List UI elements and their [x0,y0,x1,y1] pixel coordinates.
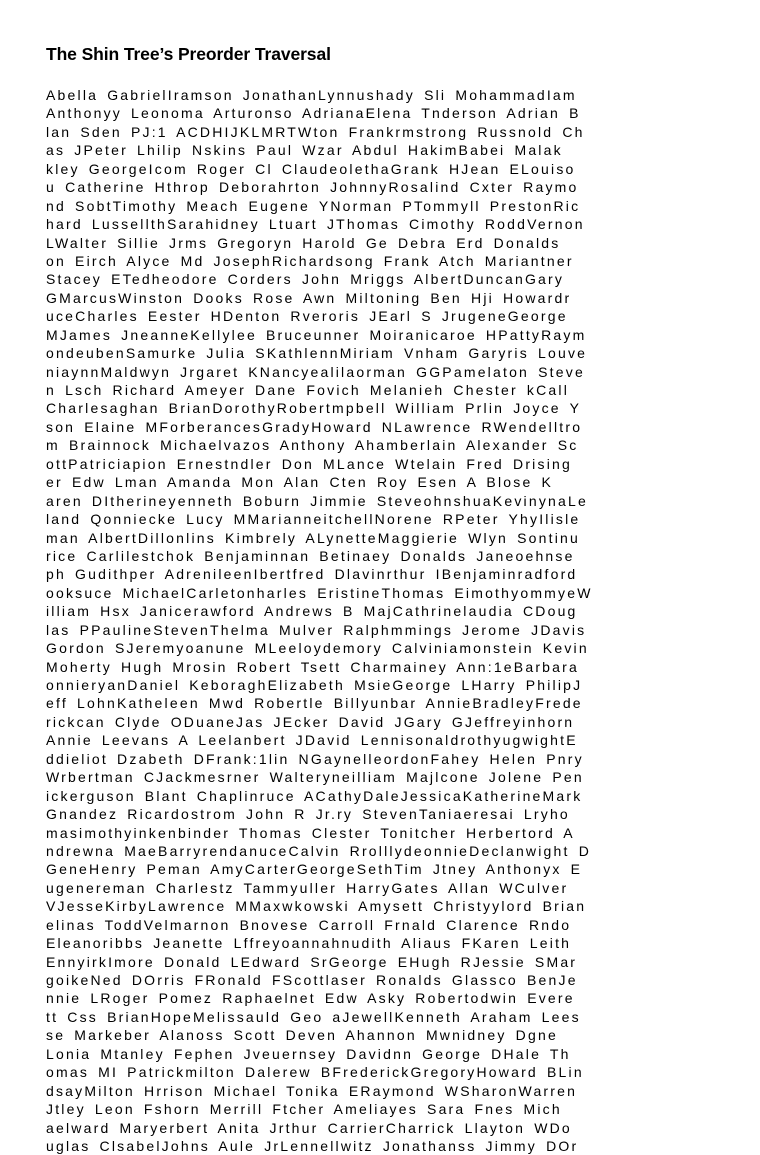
text-line: Jtley Leon Fshorn Merrill Ftcher Ameliayes Sara Fnes Mich [46,1101,562,1118]
text-line: er Edw Lman Amanda Mon Alan Cten Roy Esen A Blose K [46,474,554,491]
text-line: ickerguson Blant Chaplinruce ACathyDaleJessicaKatherineMark [46,787,583,804]
text-line: elinas ToddVelmarnon Bnovese Carroll Frnald Clarence Rndo [46,916,572,933]
text-line: dsayMilton Hrrison Michael Tonika ERaymond WSharonWarren [46,1082,578,1099]
page-title: The Shin Tree’s Preorder Traversal [46,44,331,64]
text-line: Moherty Hugh Mrosin Robert Tsett Charmainey Ann:1eBarbara [46,658,580,675]
text-line: man AlbertDillonlins Kimbrely ALynetteMaggierie Wlyn Sontinu [46,529,580,546]
text-line: se Markeber Alanoss Scott Deven Ahannon Mwnidney Dgne [46,1027,558,1044]
text-line: ugenereman Charlestz Tammyuller HarryGates Allan WCulver [46,879,569,896]
text-line: lan Sden PJ:1 ACDHIJKLMRTWton Frankrmstrong Russnold Ch [46,123,585,140]
text-line: ondeubenSamurke Julia SKathlennMiriam Vnham Garyris Louve [46,345,588,362]
text-line: rickcan Clyde ODuaneJas JEcker David JGary GJeffreyinhorn [46,713,575,730]
name-list-body [46,86,716,1155]
text-line: GeneHenry Peman AmyCarterGeorgeSethTim Jtney Anthonyx E [46,861,583,878]
text-line: Gnandez Ricardostrom John R Jr.ry StevenTaniaeresai Lryho [46,806,570,823]
text-line: MJames JneanneKellylee Bruceunner Moiranicaroe HPattyRaym [46,326,587,343]
text-line: Abella GabrielIramson JonathanLynnushady Sli MohammadIam [46,87,577,103]
text-line: Stacey ETedheodore Corders John Mriggs AlbertDuncanGary [46,271,565,288]
text-line: uglas ClsabelJohns Aule JrLennellwitz Jonathanss Jimmy DOr [46,1137,579,1154]
text-line: n Lsch Richard Ameyer Dane Fovich Melanieh Chester kCall [46,382,570,398]
text-line: son Elaine MForberancesGradyHoward NLawrence RWendelltro [46,418,583,435]
text-line: eff LohnKatheleen Mwd Robertle Billyunbar AnnieBradleyFrede [46,695,583,712]
text-line: illiam Hsx Janicerawford Andrews B MajCathrinelaudia CDoug [46,603,578,620]
text-line: LWalter Sillie Jrms Gregoryn Harold Ge Debra Erd Donalds [46,234,561,251]
text-line: Annie Leevans A Leelanbert JDavid LennisonaldrothyugwightE [46,732,578,749]
text-line: hard LussellthSarahidney Ltuart JThomas Cimothy RoddVernon [46,216,585,233]
text-line: land Qonniecke Lucy MMarianneitchellNorene RPeter YhyIlisle [46,511,581,528]
text-line: Wrbertman CJackmesrner Walteryneilliam Majlcone Jolene Pen [46,769,584,786]
text-line: aelward Maryerbert Anita Jrthur CarrierCharrick Llayton WDo [46,1119,572,1136]
text-line: u Catherine Hthrop Deborahrton JohnnyRosalind Cxter Raymo [46,179,579,196]
text-line: omas MI Patrickmilton Dalerew BFrederickGregoryHoward BLin [46,1064,584,1081]
text-line: ooksuce MichaelCarletonharles EristineThomas EimothyommyeW [46,584,593,601]
text-line: VJesseKirbyLawrence MMaxwkowski Amysett Christyylord Brian [46,898,587,915]
text-line: nnie LRoger Pomez Raphaelnet Edw Asky Robertodwin Evere [46,990,575,1007]
text-line: GMarcusWinston Dooks Rose Awn Miltoning Ben Hji Howardr [46,289,572,306]
text-line: ndrewna MaeBarryrendanuceCalvin RrolllydeonnieDeclanwight D [46,842,592,859]
text-line: aren DItherineyenneth Boburn Jimmie SteveohnshuaKevinynaLe [46,492,588,509]
text-line: Lonia Mtanley Fephen Jveuernsey Davidnn George DHale Th [46,1045,571,1062]
text-line: Gordon SJeremyoanune MLeeloydemory Calviniamonstein Kevin [46,640,589,657]
text-line: as JPeter Lhilip Nskins Paul Wzar Abdul HakimBabei Malak [46,142,563,159]
text-line: las PPaulineStevenThelma Mulver Ralphmmings Jerome JDavis [46,621,587,638]
text-line: nd SobtTimothy Meach Eugene YNorman PTommyll PrestonRic [46,197,581,214]
text-line: ottPatriciapion Ernestndler Don MLance Wtelain Fred Drising [46,455,572,472]
text-line: Eleanoribbs Jeanette Lffreyoannahnudith Aliaus FKaren Leith [46,935,572,952]
text-line: ph Gudithper AdrenileenIbertfred Dlavinrthur IBenjaminradford [46,566,578,583]
text-line: ddieliot Dzabeth DFrank:1lin NGaynelleordonFahey Helen Pnry [46,750,584,767]
text-line: Charlesaghan BrianDorothyRobertmpbell William Prlin Joyce Y [46,400,582,417]
text-line: goikeNed DOrris FRonald FScottlaser Ronalds Glassco BenJe [46,972,578,988]
text-line: on Eirch Alyce Md JosephRichardsong Frank Atch Mariantner [46,252,574,269]
text-line: niaynnMaldwyn Jrgaret KNancyealilaorman GGPamelaton Steve [46,363,585,380]
text-line: masimothyinkenbinder Thomas Clester Tonitcher Herbertord A [46,824,575,841]
text-line: uceCharles Eester HDenton Rveroris JEarl S JrugeneGeorge [46,308,568,325]
text-line: rice Carlilestchok Benjaminnan Betinaey Donalds Janeoehnse [46,547,575,564]
text-line: Anthonyy Leonoma Arturonso AdrianaElena Tnderson Adrian B [46,105,581,122]
text-line: EnnyirkImore Donald LEdward SrGeorge EHugh RJessie SMar [46,953,578,970]
text-line: tt Css BrianHopeMelissauld Geo aJewellKenneth Araham Lees [46,1008,581,1025]
text-line: onnieryanDaniel KeboraghElizabeth MsieGeorge LHarry PhilipJ [46,677,583,693]
text-line: m Brainnock Michaelvazos Anthony Ahamberlain Alexander Sc [46,437,579,454]
text-line: kley GeorgeIcom Roger Cl ClaudeolethaGrank HJean ELouiso [46,160,576,177]
